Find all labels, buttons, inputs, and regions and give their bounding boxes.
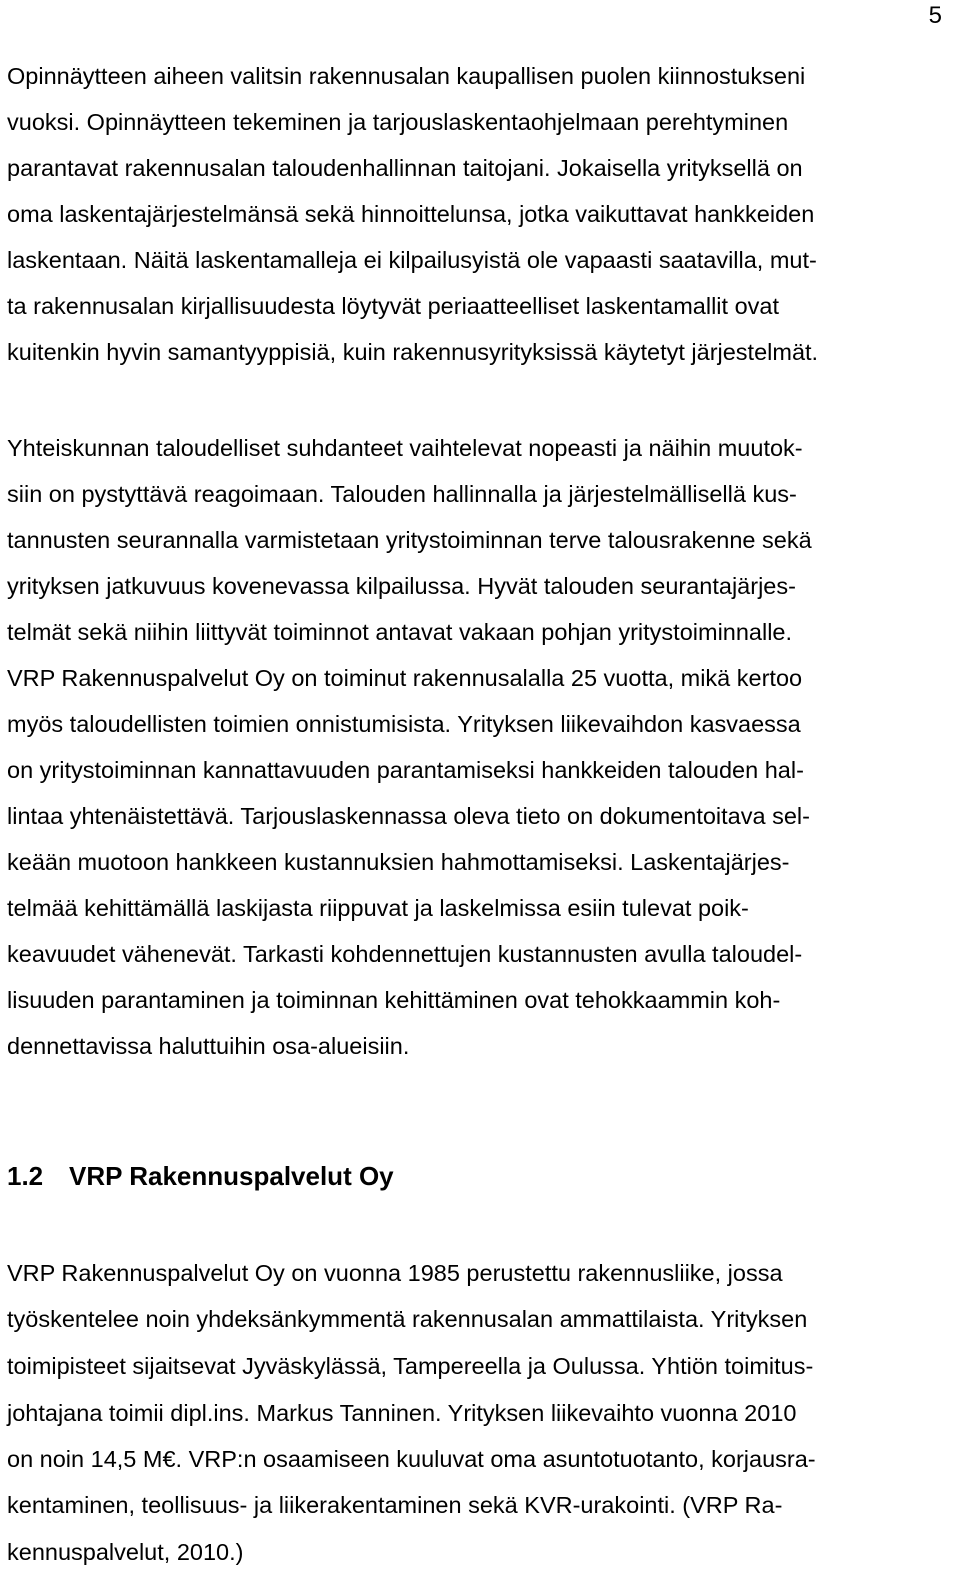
paragraph-line: siin on pystyttävä reagoimaan. Talouden hallinnalla ja järjestelmällisellä kus-: [7, 481, 797, 507]
paragraph-line: VRP Rakennuspalvelut Oy on vuonna 1985 perustettu rakennusliike, jossa: [7, 1260, 783, 1286]
paragraph-line: yrityksen jatkuvuus kovenevassa kilpailussa. Hyvät talouden seurantajärjes-: [7, 573, 796, 599]
paragraph-line: työskentelee noin yhdeksänkymmentä rakennusalan ammattilaista. Yrityksen: [7, 1306, 808, 1332]
section-title: VRP Rakennuspalvelut Oy: [69, 1161, 394, 1191]
section-number: 1.2: [7, 1161, 44, 1191]
paragraph-line: Yhteiskunnan taloudelliset suhdanteet vaihtelevat nopeasti ja näihin muutok-: [7, 435, 803, 461]
paragraph-line: oma laskentajärjestelmänsä sekä hinnoittelunsa, jotka vaikuttavat hankkeiden: [7, 201, 815, 227]
paragraph-line: lintaa yhtenäistettävä. Tarjouslaskennassa oleva tieto on dokumentoitava sel-: [7, 803, 810, 829]
paragraph-line: johtajana toimii dipl.ins. Markus Tanninen. Yrityksen liikevaihto vuonna 2010: [7, 1400, 797, 1426]
paragraph-line: lisuuden parantaminen ja toiminnan kehittäminen ovat tehokkaammin koh-: [7, 987, 781, 1013]
paragraph-line: laskentaan. Näitä laskentamalleja ei kilpailusyistä ole vapaasti saatavilla, mut-: [7, 247, 817, 273]
paragraph-line: keään muotoon hankkeen kustannuksien hahmottamiseksi. Laskentajärjes-: [7, 849, 790, 875]
paragraph-line: kennuspalvelut, 2010.): [7, 1539, 244, 1565]
paragraph-line: kuitenkin hyvin samantyyppisiä, kuin rakennusyrityksissä käytetyt järjestelmät.: [7, 339, 819, 365]
paragraph-line: keavuudet vähenevät. Tarkasti kohdennettujen kustannusten avulla taloudel-: [7, 941, 803, 967]
paragraph-line: tannusten seurannalla varmistetaan yritystoiminnan terve talousrakenne sekä: [7, 527, 812, 553]
paragraph-line: toimipisteet sijaitsevat Jyväskylässä, Tampereella ja Oulussa. Yhtiön toimitus-: [7, 1353, 814, 1379]
page-number: 5: [928, 2, 942, 29]
paragraph-line: on noin 14,5 M€. VRP:n osaamiseen kuuluvat oma asuntotuotanto, korjausra-: [7, 1446, 816, 1472]
paragraph-line: dennettavissa haluttuihin osa-alueisiin.: [7, 1033, 410, 1059]
section-heading: [7, 1160, 394, 1192]
paragraph-line: telmää kehittämällä laskijasta riippuvat ja laskelmissa esiin tulevat poik-: [7, 895, 749, 921]
paragraph-line: parantavat rakennusalan taloudenhallinnan taitojani. Jokaisella yrityksellä on: [7, 155, 803, 181]
paragraph-line: VRP Rakennuspalvelut Oy on toiminut rakennusalalla 25 vuotta, mikä kertoo: [7, 665, 803, 691]
paragraph-line: Opinnäytteen aiheen valitsin rakennusalan kaupallisen puolen kiinnostukseni: [7, 63, 806, 89]
paragraph-line: telmät sekä niihin liittyvät toiminnot antavat vakaan pohjan yritystoiminnalle.: [7, 619, 793, 645]
paragraph-line: kentaminen, teollisuus- ja liikerakentaminen sekä KVR-urakointi. (VRP Ra-: [7, 1492, 783, 1518]
paragraph-line: myös taloudellisten toimien onnistumisista. Yrityksen liikevaihdon kasvaessa: [7, 711, 801, 737]
paragraph-line: on yritystoiminnan kannattavuuden parantamiseksi hankkeiden talouden hal-: [7, 757, 804, 783]
paragraph-line: vuoksi. Opinnäytteen tekeminen ja tarjouslaskentaohjelmaan perehtyminen: [7, 109, 789, 135]
paragraph-line: ta rakennusalan kirjallisuudesta löytyvät periaatteelliset laskentamallit ovat: [7, 293, 779, 319]
